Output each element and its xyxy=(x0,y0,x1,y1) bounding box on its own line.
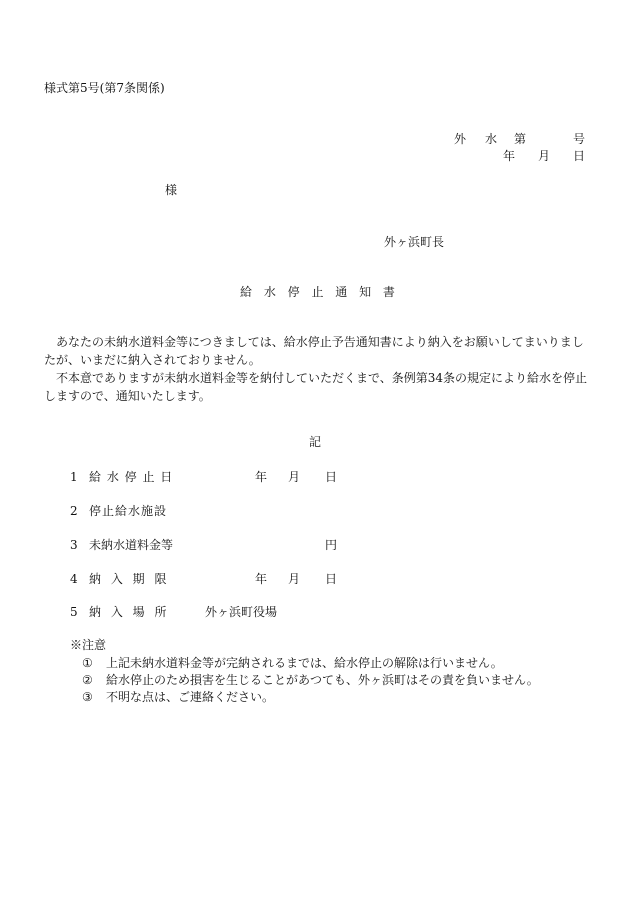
item-number: 2 xyxy=(70,504,78,518)
item-number: 4 xyxy=(70,572,78,586)
note-marker: ② xyxy=(82,673,93,687)
item-number: 5 xyxy=(70,605,78,619)
addressee-suffix: 様 xyxy=(165,183,178,197)
notes-heading: ※注意 xyxy=(70,638,107,652)
body-paragraph-1: あなたの未納水道料金等につきましては、給水停止予告通知書により納入をお願いしてまいりましたが、いまだに納入されておりません。 xyxy=(44,335,584,367)
item-year: 年 xyxy=(255,572,268,586)
note-text: 給水停止のため損害を生じることがあつても、外ヶ浜町はその責を負いません。 xyxy=(106,673,539,687)
date-month: 月 xyxy=(538,149,551,163)
sender: 外ヶ浜町長 xyxy=(384,235,445,249)
item-day: 日 xyxy=(325,572,338,586)
item-unit: 円 xyxy=(325,538,338,552)
item-label: 未納水道料金等 xyxy=(89,538,174,552)
ki-heading: 記 xyxy=(309,435,322,449)
item-label: 停止給水施設 xyxy=(89,504,168,518)
item-month: 月 xyxy=(288,572,301,586)
item-label: 納 入 期 限 xyxy=(89,572,167,586)
item-day: 日 xyxy=(325,470,338,484)
item-month: 月 xyxy=(288,470,301,484)
item-label: 納 入 場 所 xyxy=(89,605,167,619)
form-label: 様式第5号(第7条関係) xyxy=(44,81,165,95)
item-label: 給 水 停 止 日 xyxy=(89,470,173,484)
document-title: 給 水 停 止 通 知 書 xyxy=(240,285,395,299)
note-marker: ③ xyxy=(82,690,93,704)
doc-number-char: 外 xyxy=(454,132,467,146)
date-day: 日 xyxy=(573,149,586,163)
item-value: 外ヶ浜町役場 xyxy=(205,605,278,619)
note-marker: ① xyxy=(82,656,93,670)
item-number: 3 xyxy=(70,538,78,552)
item-year: 年 xyxy=(255,470,268,484)
doc-number-char: 号 xyxy=(573,132,586,146)
date-year: 年 xyxy=(503,149,516,163)
note-text: 不明な点は、ご連絡ください。 xyxy=(106,690,275,704)
doc-number-char: 第 xyxy=(514,132,527,146)
note-text: 上記未納水道料金等が完納されるまでは、給水停止の解除は行いません。 xyxy=(106,656,503,670)
doc-number-char: 水 xyxy=(485,132,498,146)
item-number: 1 xyxy=(70,470,78,484)
body-paragraph-2: 不本意でありますが未納水道料金等を納付していただくまで、条例第34条の規定により給水を停止しますので、通知いたします。 xyxy=(44,371,588,403)
body-text xyxy=(44,333,589,405)
